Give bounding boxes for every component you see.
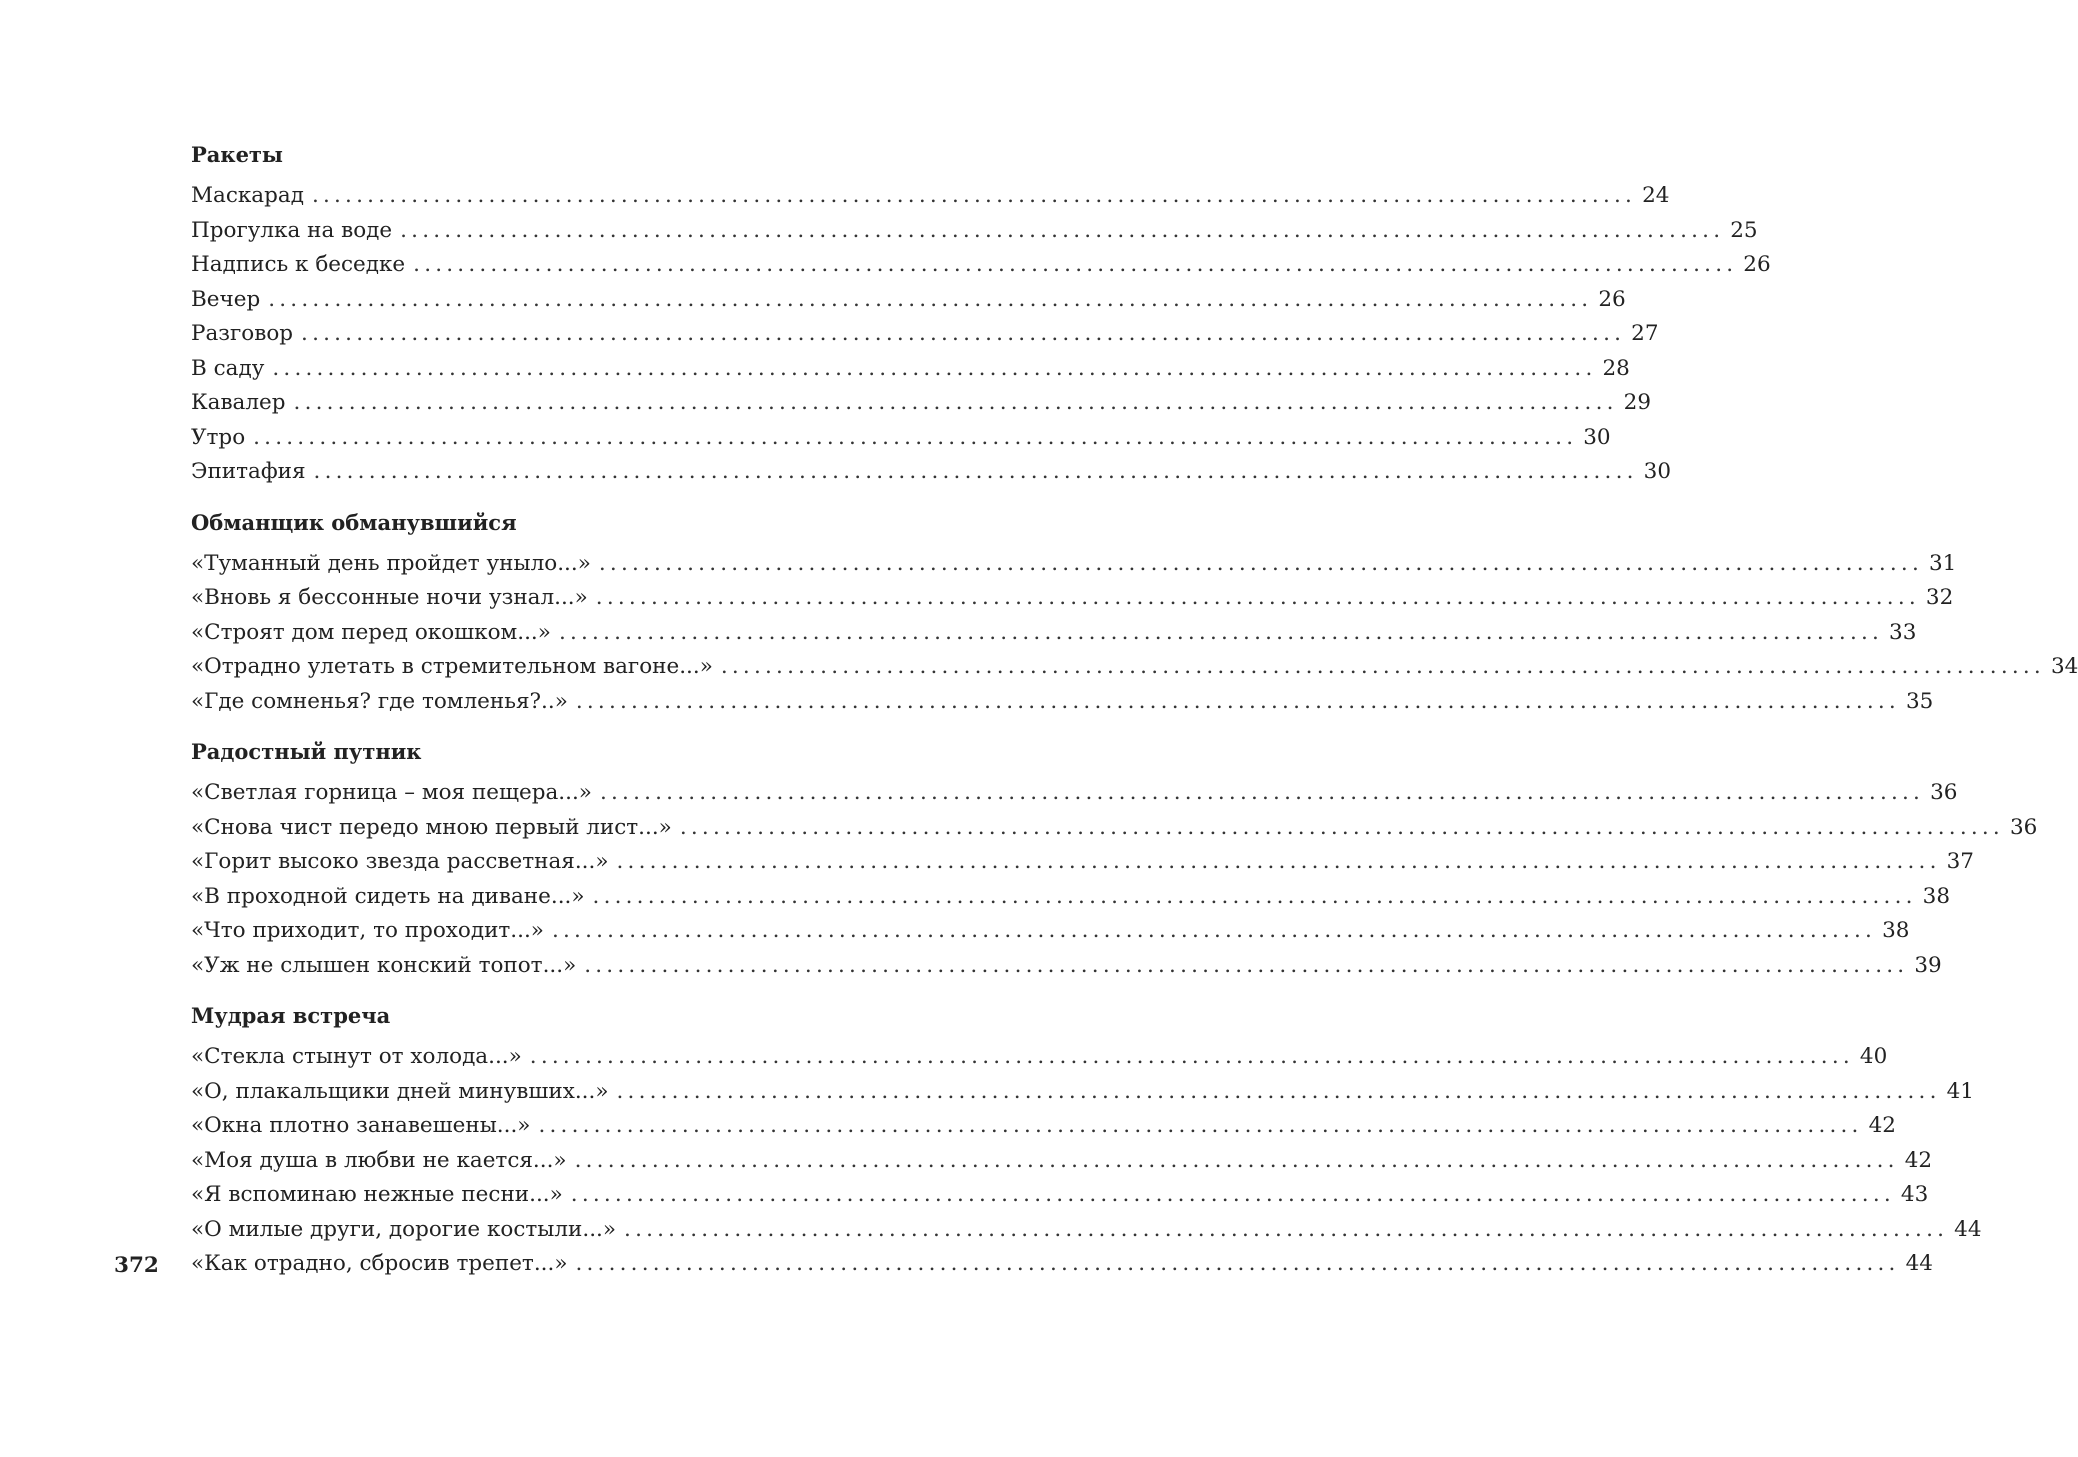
toc-entry	[191, 914, 1910, 949]
entry-title: «Вновь я бессонные ночи узнал...»	[191, 585, 588, 610]
entry-page-number: 43	[1900, 1182, 1929, 1207]
entry-page-number: 28	[1602, 355, 1630, 381]
dot-leader: ........................................................................................................................	[598, 550, 1923, 576]
entry-title: «О милые други, дорогие костыли...»	[191, 1216, 617, 1242]
entry-page-number: 29	[1623, 390, 1651, 415]
dot-leader: ........................................................................................................................	[599, 780, 1925, 805]
entry-title: «Моя душа в любви не кается...»	[191, 1147, 567, 1173]
entry-title: «Что приходит, то проходит...»	[191, 918, 544, 943]
toc-entry	[191, 317, 1659, 352]
dot-leader: ........................................................................................................................	[595, 585, 1920, 610]
toc-entry	[191, 1144, 1933, 1179]
entry-page-number: 40	[1859, 1044, 1888, 1069]
toc-section	[191, 506, 2078, 720]
toc-entry	[191, 685, 1934, 720]
entry-title: «Туманный день пройдет уныло...»	[191, 550, 591, 576]
toc-entry	[191, 1178, 1929, 1213]
dot-leader: ........................................................................................................................	[574, 1147, 1899, 1173]
entry-title: «Окна плотно занавешены...»	[191, 1113, 531, 1138]
dot-leader: ........................................................................................................................	[311, 183, 1637, 208]
entry-title: Прогулка на воде	[191, 217, 393, 243]
dot-leader: ........................................................................................................................	[558, 619, 1884, 645]
dot-leader: ........................................................................................................................	[679, 814, 2004, 840]
entry-title: Эпитафия	[191, 459, 306, 484]
entry-title: «О, плакальщики дней минувших...»	[191, 1078, 609, 1104]
entry-page-number: 30	[1583, 424, 1611, 450]
entry-page-number: 37	[1946, 849, 1974, 874]
entry-title: Кавалер	[191, 390, 286, 415]
toc-entry	[191, 179, 1670, 214]
section-title: Радостный путник	[191, 739, 422, 764]
entry-title: Вечер	[191, 286, 261, 312]
entry-title: «Уж не слышен конский топот...»	[191, 952, 577, 978]
toc-entry	[191, 949, 1942, 984]
dot-leader: ........................................................................................................................	[570, 1182, 1895, 1207]
entry-page-number: 27	[1631, 321, 1659, 346]
entry-page-number: 42	[1904, 1147, 1933, 1173]
toc-section	[191, 138, 1771, 490]
dot-leader: ........................................................................................................................	[253, 424, 1578, 450]
dot-leader: ........................................................................................................................	[272, 355, 1597, 381]
entry-page-number: 32	[1925, 585, 1954, 610]
dot-leader: ........................................................................................................................	[592, 883, 1917, 909]
entry-title: «Светлая горница – моя пещера...»	[191, 780, 592, 805]
toc-entry	[191, 650, 2078, 685]
dot-leader: ........................................................................................................................	[551, 918, 1877, 943]
dot-leader: ........................................................................................................................	[624, 1216, 1949, 1242]
entry-title: «Как отрадно, сбросив трепет...»	[191, 1251, 568, 1276]
toc-entry	[191, 386, 1651, 421]
toc-entry	[191, 421, 1611, 456]
dot-leader: ........................................................................................................................	[529, 1044, 1854, 1069]
section-title: Мудрая встреча	[191, 1003, 391, 1028]
dot-leader: ........................................................................................................................	[575, 688, 1900, 714]
toc-entry	[191, 845, 1974, 880]
entry-title: «Я вспоминаю нежные песни...»	[191, 1182, 563, 1207]
entry-page-number: 36	[1930, 780, 1958, 805]
entry-page-number: 25	[1730, 217, 1758, 243]
toc-entry	[191, 1247, 1933, 1282]
entry-page-number: 35	[1905, 688, 1934, 714]
entry-title: «Снова чист передо мною первый лист...»	[191, 814, 672, 840]
page-number: 372	[114, 1253, 159, 1278]
entry-page-number: 26	[1598, 286, 1626, 312]
entry-page-number: 44	[1905, 1251, 1933, 1276]
dot-leader: ........................................................................................................................	[575, 1251, 1900, 1276]
toc-entry	[191, 352, 1630, 387]
entry-title: Разговор	[191, 321, 294, 346]
entry-page-number: 38	[1922, 883, 1950, 909]
entry-page-number: 38	[1882, 918, 1910, 943]
entry-page-number: 44	[1954, 1216, 1982, 1242]
toc-entry	[191, 1109, 1896, 1144]
dot-leader: ........................................................................................................................	[616, 849, 1941, 874]
entry-page-number: 34	[2050, 654, 2078, 679]
toc-entry	[191, 547, 1957, 582]
entry-title: «Строят дом перед окошком...»	[191, 619, 551, 645]
dot-leader: ........................................................................................................................	[413, 252, 1738, 277]
dot-leader: ........................................................................................................................	[293, 390, 1618, 415]
entry-title: «В проходной сидеть на диване...»	[191, 883, 585, 909]
dot-leader: ........................................................................................................................	[584, 952, 1909, 978]
entry-page-number: 26	[1743, 252, 1771, 277]
toc-entry	[191, 880, 1950, 915]
toc-entry	[191, 455, 1672, 490]
entry-title: Утро	[191, 424, 246, 450]
toc-entry	[191, 283, 1626, 318]
entry-page-number: 39	[1914, 952, 1942, 978]
toc-entry	[191, 248, 1771, 283]
entry-page-number: 36	[2009, 814, 2038, 840]
toc-entry	[191, 581, 1954, 616]
section-title: Обманщик обманувшийся	[191, 509, 517, 535]
entry-title: «Стекла стынут от холода...»	[191, 1044, 522, 1069]
entry-title: Маскарад	[191, 183, 304, 208]
entry-title: «Отрадно улетать в стремительном вагоне...»	[191, 654, 713, 679]
dot-leader: ........................................................................................................................	[616, 1078, 1941, 1104]
entry-page-number: 31	[1928, 550, 1957, 576]
toc-entry	[191, 776, 1958, 811]
toc-section	[191, 735, 2038, 983]
entry-page-number: 42	[1868, 1113, 1896, 1138]
toc-entry	[191, 214, 1758, 249]
toc-entry	[191, 616, 1917, 651]
dot-leader: ........................................................................................................................	[720, 654, 2045, 679]
toc-entry	[191, 1040, 1888, 1075]
dot-leader: ........................................................................................................................	[301, 321, 1626, 346]
entry-page-number: 33	[1889, 619, 1917, 645]
entry-title: «Где сомненья? где томленья?..»	[191, 688, 568, 714]
entry-title: В саду	[191, 355, 265, 381]
entry-page-number: 41	[1946, 1078, 1974, 1104]
toc-entry	[191, 1213, 1982, 1248]
entry-title: Надпись к беседке	[191, 252, 406, 277]
toc-entry	[191, 1075, 1974, 1110]
toc-section	[191, 999, 1982, 1282]
table-of-contents	[191, 138, 2078, 1282]
entry-page-number: 24	[1642, 183, 1670, 208]
toc-entry	[191, 811, 2038, 846]
dot-leader: ........................................................................................................................	[538, 1113, 1863, 1138]
dot-leader: ........................................................................................................................	[268, 286, 1593, 312]
dot-leader: ........................................................................................................................	[400, 217, 1725, 243]
section-title: Ракеты	[191, 142, 283, 167]
dot-leader: ........................................................................................................................	[313, 459, 1638, 484]
entry-page-number: 30	[1643, 459, 1672, 484]
entry-title: «Горит высоко звезда рассветная...»	[191, 849, 609, 874]
